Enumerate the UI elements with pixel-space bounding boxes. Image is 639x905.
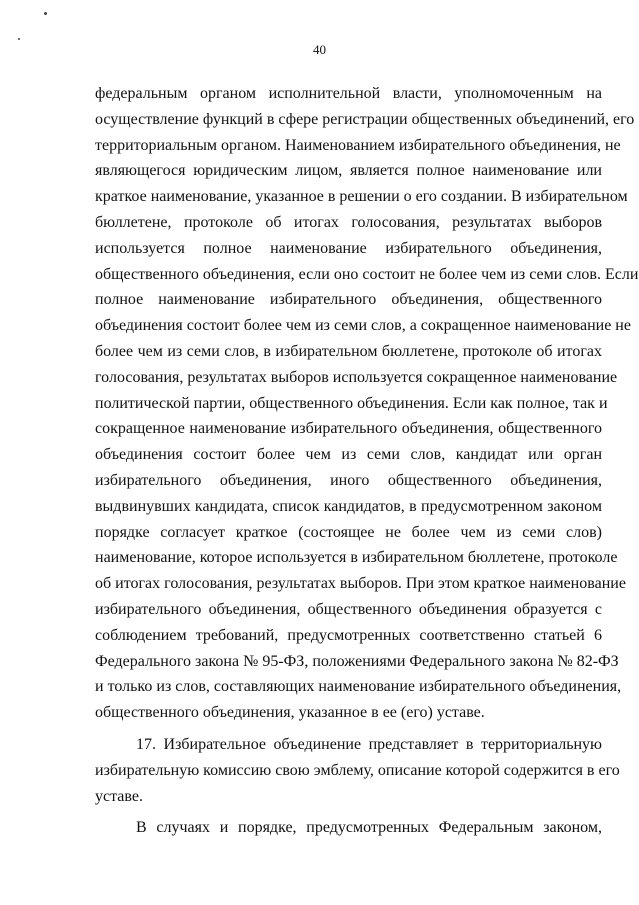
text-line: соблюдением требований, предусмотренных соответственно статьей 6 <box>95 626 602 644</box>
text-line: 17. Избирательное объединение представляет в территориальную <box>136 735 602 753</box>
text-line: используется полное наименование избирательного объединения, <box>95 239 602 257</box>
text-line: сокращенное наименование избирательного объединения, общественного <box>95 420 602 438</box>
text-line: территориальным органом. Наименованием избирательного объединения, не <box>95 136 621 154</box>
text-line: избирательную комиссию свою эмблему, описание которой содержится в его <box>95 761 620 779</box>
text-line: объединения состоит более чем из семи слов, а сокращенное наименование не <box>95 317 631 335</box>
text-line: общественного объединения, если оно состоит не более чем из семи слов. Если <box>95 265 639 283</box>
text-line: более чем из семи слов, в избирательном бюллетене, протоколе об итогах <box>95 342 602 360</box>
text-line: и только из слов, составляющих наименование избирательного объединения, <box>95 678 622 696</box>
page-number: 40 <box>313 42 326 57</box>
body-text <box>95 81 639 841</box>
scan-speck <box>44 12 47 15</box>
text-line: бюллетене, протоколе об итогах голосования, результатах выборов <box>95 213 602 231</box>
text-line: избирательного объединения, общественного объединения образуется с <box>95 600 602 618</box>
text-line: В случаях и порядке, предусмотренных Федеральным законом, <box>136 819 602 837</box>
text-line: порядке согласует краткое (состоящее не более чем из семи слов) <box>95 523 602 541</box>
text-line: политической партии, общественного объединения. Если как полное, так и <box>95 394 608 412</box>
text-line: выдвинувших кандидата, список кандидатов, в предусмотренном законом <box>95 497 602 515</box>
text-line: полное наименование избирательного объединения, общественного <box>95 291 602 309</box>
text-line: федеральным органом исполнительной власти, уполномоченным на <box>95 85 602 102</box>
text-line: осуществление функций в сфере регистрации общественных объединений, его <box>95 110 635 128</box>
scan-speck <box>18 38 20 40</box>
text-line: голосования, результатах выборов используется сокращенное наименование <box>95 368 618 386</box>
paragraph-2 <box>95 732 620 809</box>
text-line: наименование, которое используется в избирательном бюллетене, протоколе <box>95 549 618 567</box>
text-line: Федерального закона № 95-ФЗ, положениями Федерального закона № 82-ФЗ <box>95 652 619 670</box>
text-line: объединения состоит более чем из семи слов, кандидат или орган <box>95 446 602 464</box>
text-line: уставе. <box>95 787 143 805</box>
text-line: являющегося юридическим лицом, является полное наименование или <box>95 162 602 180</box>
paragraph-1 <box>95 81 639 726</box>
text-line: избирательного объединения, иного общественного объединения, <box>95 471 602 489</box>
paragraph-3 <box>95 815 602 841</box>
text-line: краткое наименование, указанное в решении о его создании. В избирательном <box>95 188 628 206</box>
text-line: об итогах голосования, результатах выборов. При этом краткое наименование <box>95 575 626 593</box>
text-line: общественного объединения, указанное в ее (его) уставе. <box>95 704 485 722</box>
